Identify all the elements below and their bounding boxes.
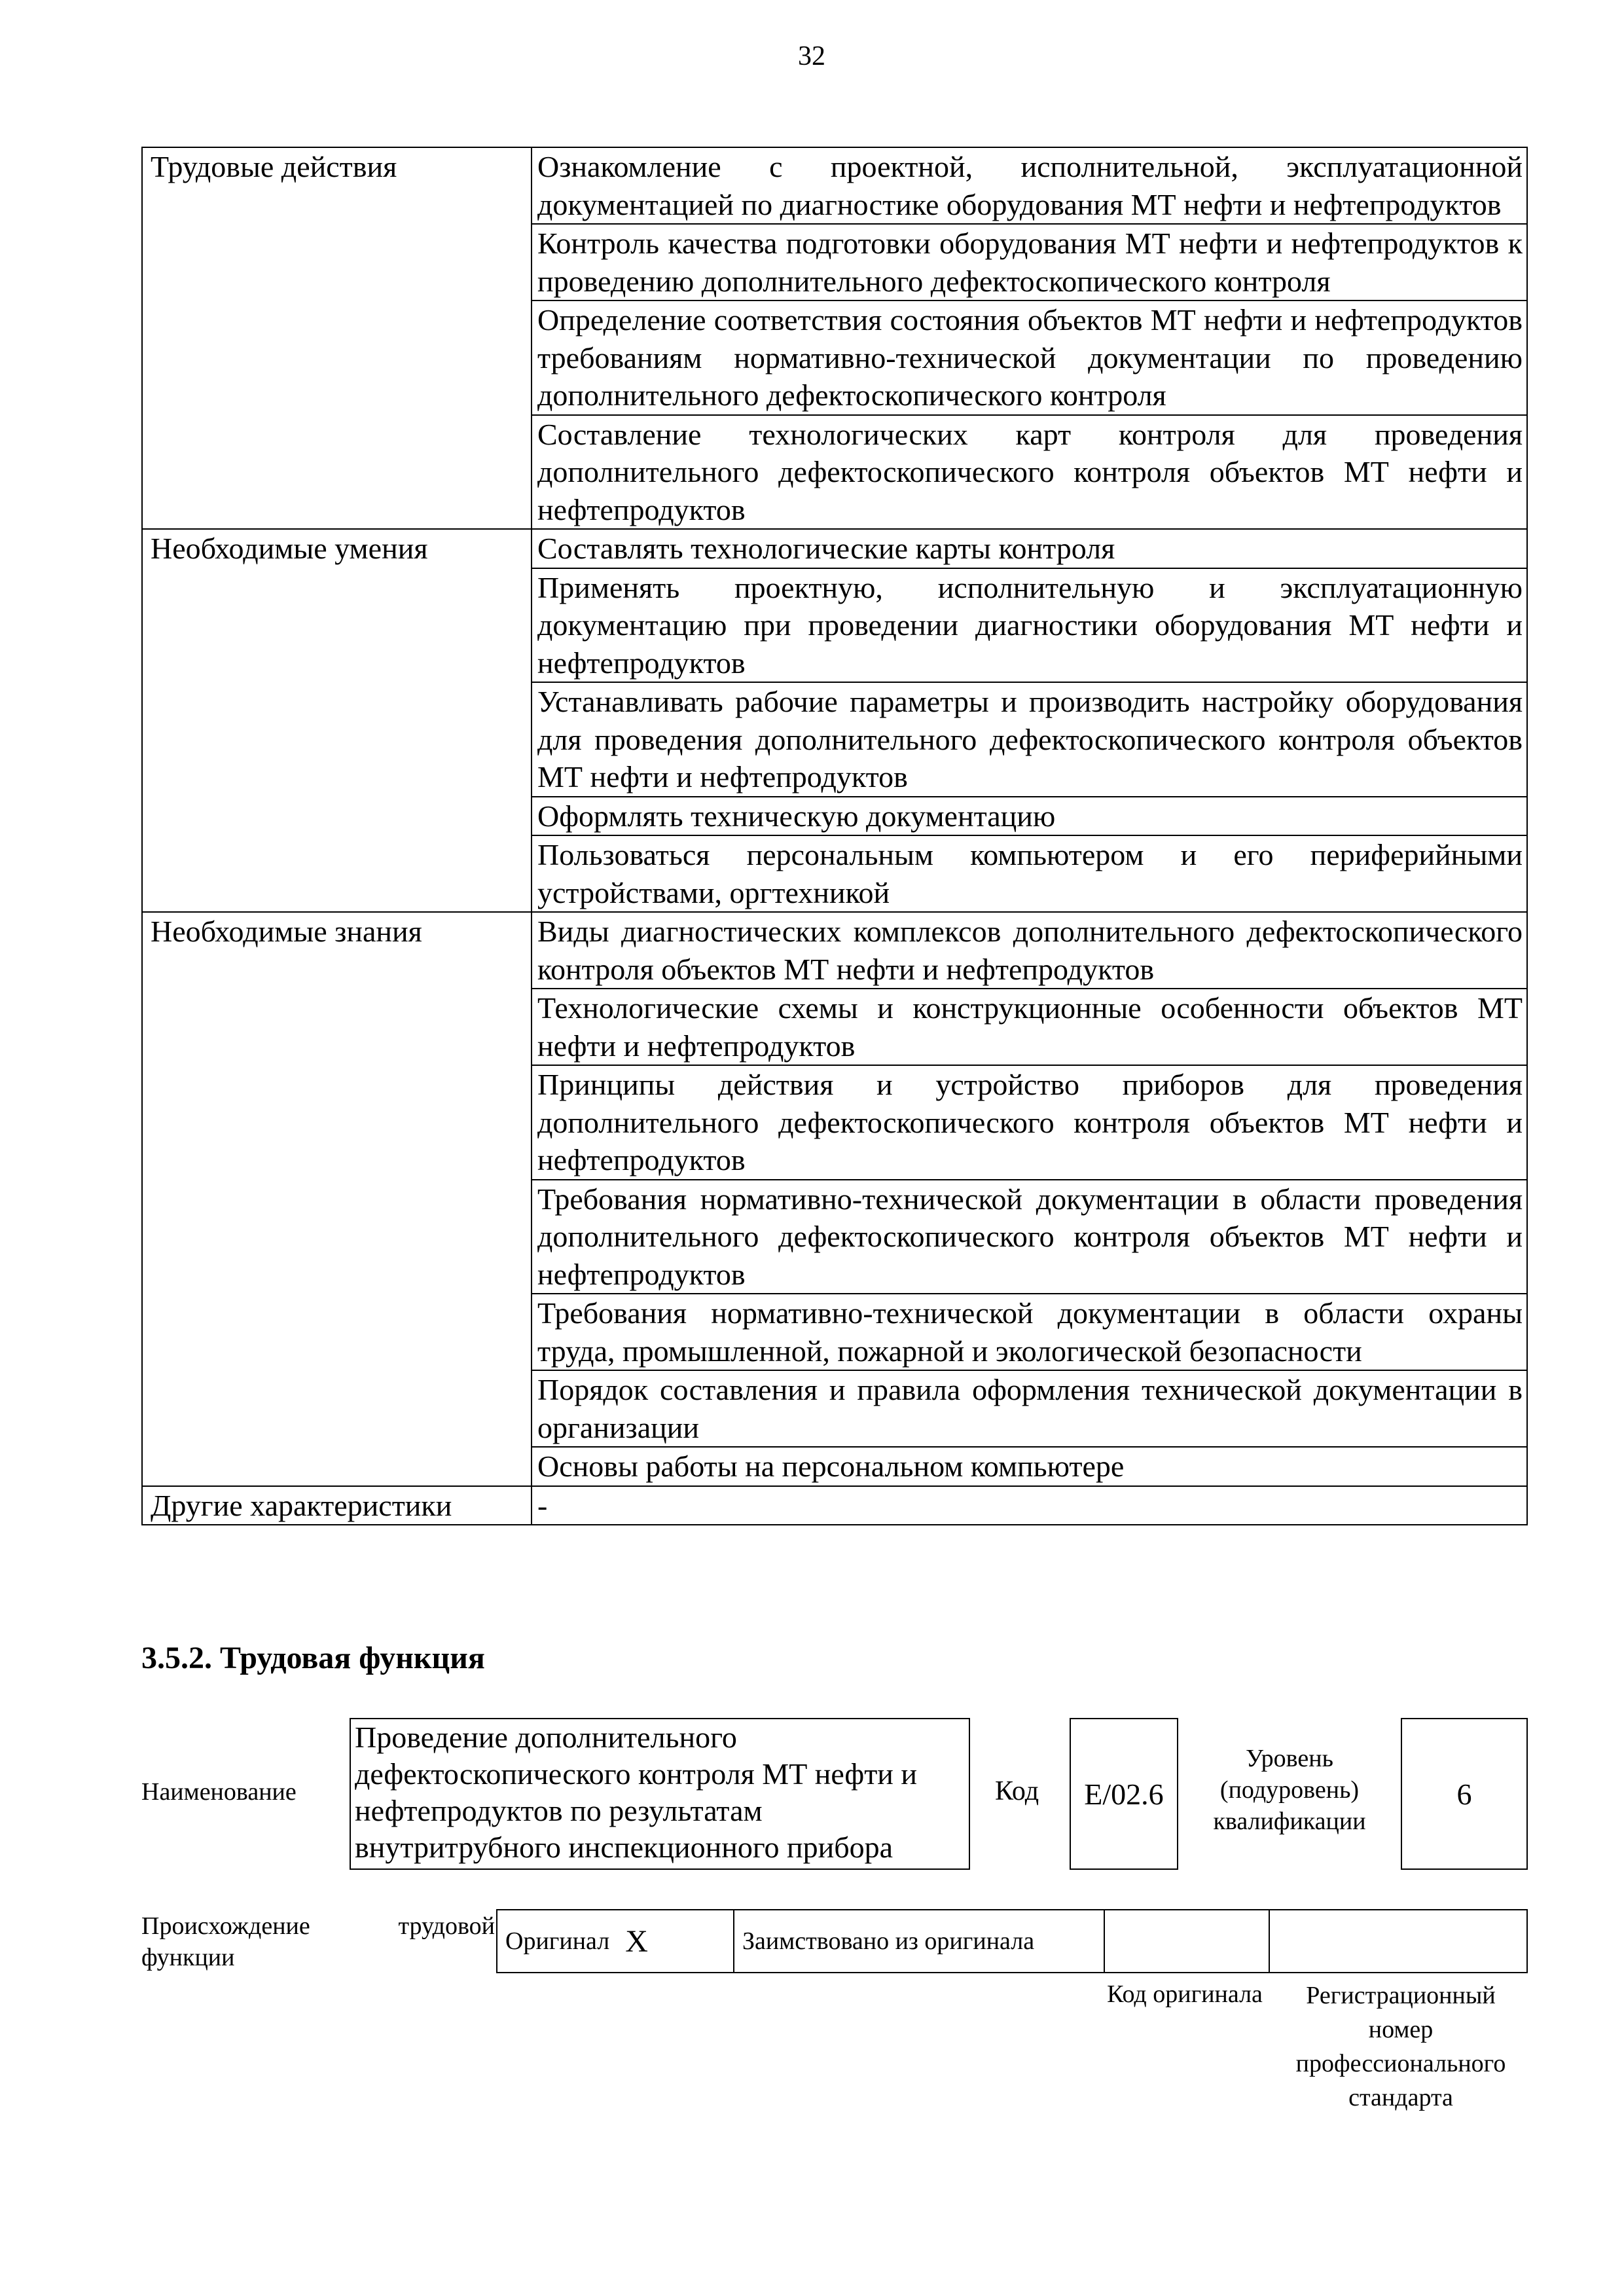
origin-borrowed-label: Заимствовано из оригинала <box>742 1927 1035 1955</box>
origin-mark: X <box>625 1923 648 1959</box>
table-cell: Технологические схемы и конструкционные особенности объектов МТ нефти и нефтепродуктов <box>532 988 1526 1065</box>
section-label: Необходимые умения <box>143 530 532 911</box>
table-cell: Контроль качества подготовки оборудования МТ нефти и нефтепродуктов к проведению дополнительного дефектоскопического контроля <box>532 223 1526 300</box>
table-cell: Принципы действия и устройство приборов для проведения дополнительного дефектоскопического контроля объектов МТ нефти и нефтепродуктов <box>532 1065 1526 1179</box>
table-cell: Виды диагностических комплексов дополнительного дефектоскопического контроля объектов МТ нефти и нефтепродуктов <box>537 915 1523 986</box>
table-cell: Порядок составления и правила оформления технической документации в организации <box>532 1370 1526 1446</box>
table-cell: Определение соответствия состояния объектов МТ нефти и нефтепродуктов требованиям нормативно-технической документации по проведению дополнительного дефектоскопического контроля <box>532 300 1526 414</box>
table-cell: Составлять технологические карты контроля <box>537 532 1115 565</box>
level-label: Уровень (подуровень) квалификации <box>1213 1745 1366 1835</box>
code-label: Код <box>995 1776 1039 1806</box>
section-labor-actions <box>143 148 1526 528</box>
origin-table <box>496 1909 1528 1973</box>
section-knowledge <box>143 911 1526 1485</box>
table-cell: Пользоваться персональным компьютером и его периферийными устройствами, оргтехникой <box>532 835 1526 911</box>
reg-number-cell <box>1270 1910 1526 1972</box>
table-cell: Требования нормативно-технической документации в области охраны труда, промышленной, пожарной и экологической безопасности <box>532 1293 1526 1370</box>
reg-number-label: Регистрационный номер профессионального стандарта <box>1295 1982 1506 2111</box>
table-cell: - <box>537 1488 548 1522</box>
name-label: Наименование <box>141 1778 297 1806</box>
section-label: Другие характеристики <box>143 1487 532 1525</box>
origin-label: Происхождение трудовой функции <box>141 1912 495 1971</box>
level-box: 6 <box>1401 1718 1528 1870</box>
section-other <box>143 1485 1526 1525</box>
origin-borrowed-cell <box>734 1910 1105 1972</box>
table-cell: Ознакомление с проектной, исполнительной, эксплуатационной документацией по диагностике оборудования МТ нефти и нефтепродуктов <box>537 150 1523 221</box>
table-cell: Составление технологических карт контроля для проведения дополнительного дефектоскопического контроля объектов МТ нефти и нефтепродуктов <box>532 414 1526 529</box>
table-cell: Устанавливать рабочие параметры и производить настройку оборудования для проведения дополнительного дефектоскопического контроля объектов МТ нефти и нефтепродуктов <box>532 682 1526 796</box>
origin-original-label: Оригинал <box>505 1927 610 1955</box>
origin-original-cell <box>497 1910 734 1972</box>
section-heading: 3.5.2. Трудовая функция <box>141 1641 485 1675</box>
function-name-box: Проведение дополнительного дефектоскопического контроля МТ нефти и нефтепродуктов по результатам внутритрубного инспекционного прибора <box>350 1718 970 1870</box>
page-number: 32 <box>798 41 825 71</box>
table-cell: Основы работы на персональном компьютере <box>532 1446 1526 1485</box>
code-original-cell <box>1105 1910 1270 1972</box>
table-cell: Применять проектную, исполнительную и эксплуатационную документацию при проведении диагностики оборудования МТ нефти и нефтепродуктов <box>532 568 1526 682</box>
section-skills <box>143 528 1526 911</box>
section-label: Трудовые действия <box>143 148 532 528</box>
labor-actions-table <box>141 147 1528 1525</box>
function-code-box: E/02.6 <box>1070 1718 1178 1870</box>
code-original-label: Код оригинала <box>1107 1980 1263 2008</box>
table-cell: Оформлять техническую документацию <box>532 796 1526 835</box>
table-cell: Требования нормативно-технической документации в области проведения дополнительного дефектоскопического контроля объектов МТ нефти и нефтепродуктов <box>532 1179 1526 1294</box>
section-label: Необходимые знания <box>143 913 532 1485</box>
